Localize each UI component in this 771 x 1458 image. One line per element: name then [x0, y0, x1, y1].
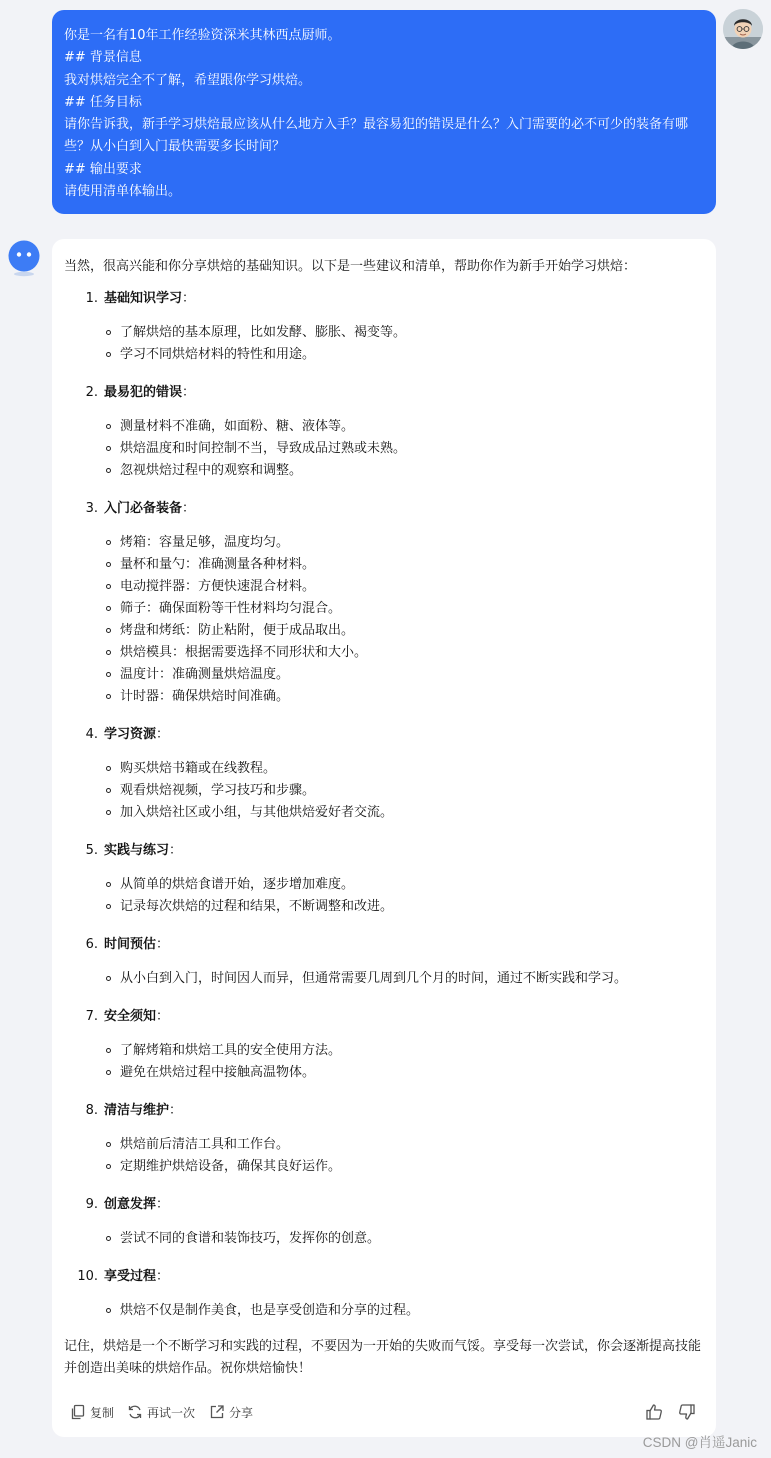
section-number: 1.	[85, 291, 98, 306]
user-line: 我对烘焙完全不了解，希望跟你学习烘焙。	[64, 72, 312, 88]
list-item: 了解烘焙的基本原理，比如发酵、膨胀、褐变等。	[64, 322, 704, 344]
list-item: 避免在烘焙过程中接触高温物体。	[64, 1062, 704, 1084]
thumbs-up-icon	[645, 1403, 663, 1421]
response-section	[64, 842, 704, 918]
section-title: 安全须知	[104, 1009, 157, 1024]
retry-button[interactable]	[127, 1402, 195, 1422]
user-line: 请你告诉我，新手学习烘焙最应该从什么地方入手？最容易犯的错误是什么？入门需要的必不可少的装备有哪些？从小白到入门最快需要多长时间？	[64, 117, 689, 155]
response-intro: 当然，很高兴能和你分享烘焙的基础知识。以下是一些建议和清单，帮助你作为新手开始学习烘焙：	[64, 259, 637, 274]
list-item: 记录每次烘焙的过程和结果，不断调整和改进。	[64, 896, 704, 918]
section-title: 时间预估	[104, 937, 157, 952]
section-heading	[85, 1196, 704, 1214]
section-item-list	[64, 322, 704, 366]
user-avatar[interactable]	[723, 9, 763, 49]
thumbs-down-button[interactable]	[678, 1402, 696, 1422]
section-number: 2.	[85, 385, 98, 400]
section-heading	[85, 726, 704, 744]
list-item: 购买烘焙书籍或在线教程。	[64, 758, 704, 780]
section-heading	[85, 500, 704, 518]
response-section	[64, 726, 704, 824]
user-message-row	[0, 0, 771, 225]
list-item: 从简单的烘焙食谱开始，逐步增加难度。	[64, 874, 704, 896]
section-title: 学习资源	[104, 727, 157, 742]
section-title: 实践与练习	[104, 843, 170, 858]
section-number: 6.	[85, 937, 98, 952]
response-section	[64, 1196, 704, 1250]
section-item-list	[64, 532, 704, 708]
section-title: 基础知识学习	[104, 291, 183, 306]
user-line: 请使用清单体输出。	[64, 184, 182, 200]
list-item: 烘焙温度和时间控制不当，导致成品过熟或未熟。	[64, 438, 704, 460]
section-number: 3.	[85, 501, 98, 516]
section-item-list	[64, 1134, 704, 1178]
list-item: 从小白到入门，时间因人而异，但通常需要几周到几个月的时间，通过不断实践和学习。	[64, 968, 704, 990]
list-item: 筛子：确保面粉等干性材料均匀混合。	[64, 598, 704, 620]
response-actions-bar	[70, 1402, 698, 1422]
section-heading	[77, 1268, 704, 1286]
section-title: 入门必备装备	[104, 501, 183, 516]
list-item: 温度计：准确测量烘焙温度。	[64, 664, 704, 686]
bot-response-card	[52, 239, 716, 1437]
section-colon: ：	[156, 1009, 170, 1024]
response-sections	[64, 290, 704, 1322]
section-title: 最易犯的错误	[104, 385, 183, 400]
section-number: 4.	[85, 727, 98, 742]
user-line: 你是一名有10年工作经验资深米其林西点厨师。	[64, 28, 341, 43]
section-heading	[85, 384, 704, 402]
list-item: 忽视烘焙过程中的观察和调整。	[64, 460, 704, 482]
section-item-list	[64, 758, 704, 824]
copy-icon	[70, 1404, 86, 1420]
share-icon	[209, 1404, 225, 1420]
section-colon: ：	[169, 1103, 183, 1118]
section-item-list	[64, 1300, 704, 1322]
section-item-list	[64, 1228, 704, 1250]
section-heading	[85, 936, 704, 954]
response-outro: 记住，烘焙是一个不断学习和实践的过程，不要因为一开始的失败而气馁。享受每一次尝试，你会逐渐提高技能并创造出美味的烘焙作品。祝你烘焙愉快！	[64, 1339, 702, 1376]
list-item: 了解烤箱和烘焙工具的安全使用方法。	[64, 1040, 704, 1062]
section-heading	[85, 842, 704, 860]
section-colon: ：	[156, 1197, 170, 1212]
section-number: 9.	[85, 1197, 98, 1212]
user-line: ## 任务目标	[64, 94, 142, 110]
share-button[interactable]	[209, 1402, 253, 1422]
list-item: 烘焙模具：根据需要选择不同形状和大小。	[64, 642, 704, 664]
response-section	[64, 1008, 704, 1084]
response-section	[64, 1268, 704, 1322]
retry-label: 再试一次	[147, 1405, 196, 1420]
section-number: 10.	[77, 1269, 98, 1284]
list-item: 测量材料不准确，如面粉、糖、液体等。	[64, 416, 704, 438]
list-item: 烤盘和烤纸：防止粘附，便于成品取出。	[64, 620, 704, 642]
thumbs-down-icon	[678, 1403, 696, 1421]
list-item: 烘焙不仅是制作美食，也是享受创造和分享的过程。	[64, 1300, 704, 1322]
section-heading	[85, 290, 704, 308]
section-number: 7.	[85, 1009, 98, 1024]
list-item: 定期维护烘焙设备，确保其良好运作。	[64, 1156, 704, 1178]
section-colon: ：	[182, 385, 196, 400]
section-number: 8.	[85, 1103, 98, 1118]
user-line: ## 背景信息	[64, 50, 142, 66]
response-section	[64, 290, 704, 366]
section-colon: ：	[156, 727, 170, 742]
share-label: 分享	[229, 1405, 254, 1420]
section-title: 清洁与维护	[104, 1103, 170, 1118]
list-item: 尝试不同的食谱和装饰技巧，发挥你的创意。	[64, 1228, 704, 1250]
thumbs-up-button[interactable]	[645, 1402, 663, 1422]
section-colon: ：	[156, 937, 170, 952]
section-heading	[85, 1102, 704, 1120]
user-message-bubble	[52, 10, 716, 214]
list-item: 电动搅拌器：方便快速混合材料。	[64, 576, 704, 598]
section-title: 享受过程	[104, 1269, 157, 1284]
bot-avatar	[7, 239, 41, 277]
section-heading	[85, 1008, 704, 1026]
watermark: CSDN @肖遥Janic	[642, 1435, 757, 1450]
list-item: 计时器：确保烘焙时间准确。	[64, 686, 704, 708]
section-colon: ：	[182, 291, 196, 306]
list-item: 加入烘焙社区或小组，与其他烘焙爱好者交流。	[64, 802, 704, 824]
section-number: 5.	[85, 843, 98, 858]
list-item: 量杯和量勺：准确测量各种材料。	[64, 554, 704, 576]
section-title: 创意发挥	[104, 1197, 157, 1212]
retry-icon	[127, 1404, 143, 1420]
response-section	[64, 1102, 704, 1178]
response-section	[64, 500, 704, 708]
user-line: ## 输出要求	[64, 161, 142, 177]
section-colon: ：	[182, 501, 196, 516]
list-item: 学习不同烘焙材料的特性和用途。	[64, 344, 704, 366]
section-colon: ：	[156, 1269, 170, 1284]
section-item-list	[64, 968, 704, 990]
response-section	[64, 936, 704, 990]
list-item: 观看烘焙视频，学习技巧和步骤。	[64, 780, 704, 802]
list-item: 烘焙前后清洁工具和工作台。	[64, 1134, 704, 1156]
section-colon: ：	[169, 843, 183, 858]
section-item-list	[64, 874, 704, 918]
copy-button[interactable]	[70, 1402, 114, 1422]
section-item-list	[64, 416, 704, 482]
response-section	[64, 384, 704, 482]
list-item: 烤箱：容量足够，温度均匀。	[64, 532, 704, 554]
copy-label: 复制	[90, 1405, 115, 1420]
section-item-list	[64, 1040, 704, 1084]
